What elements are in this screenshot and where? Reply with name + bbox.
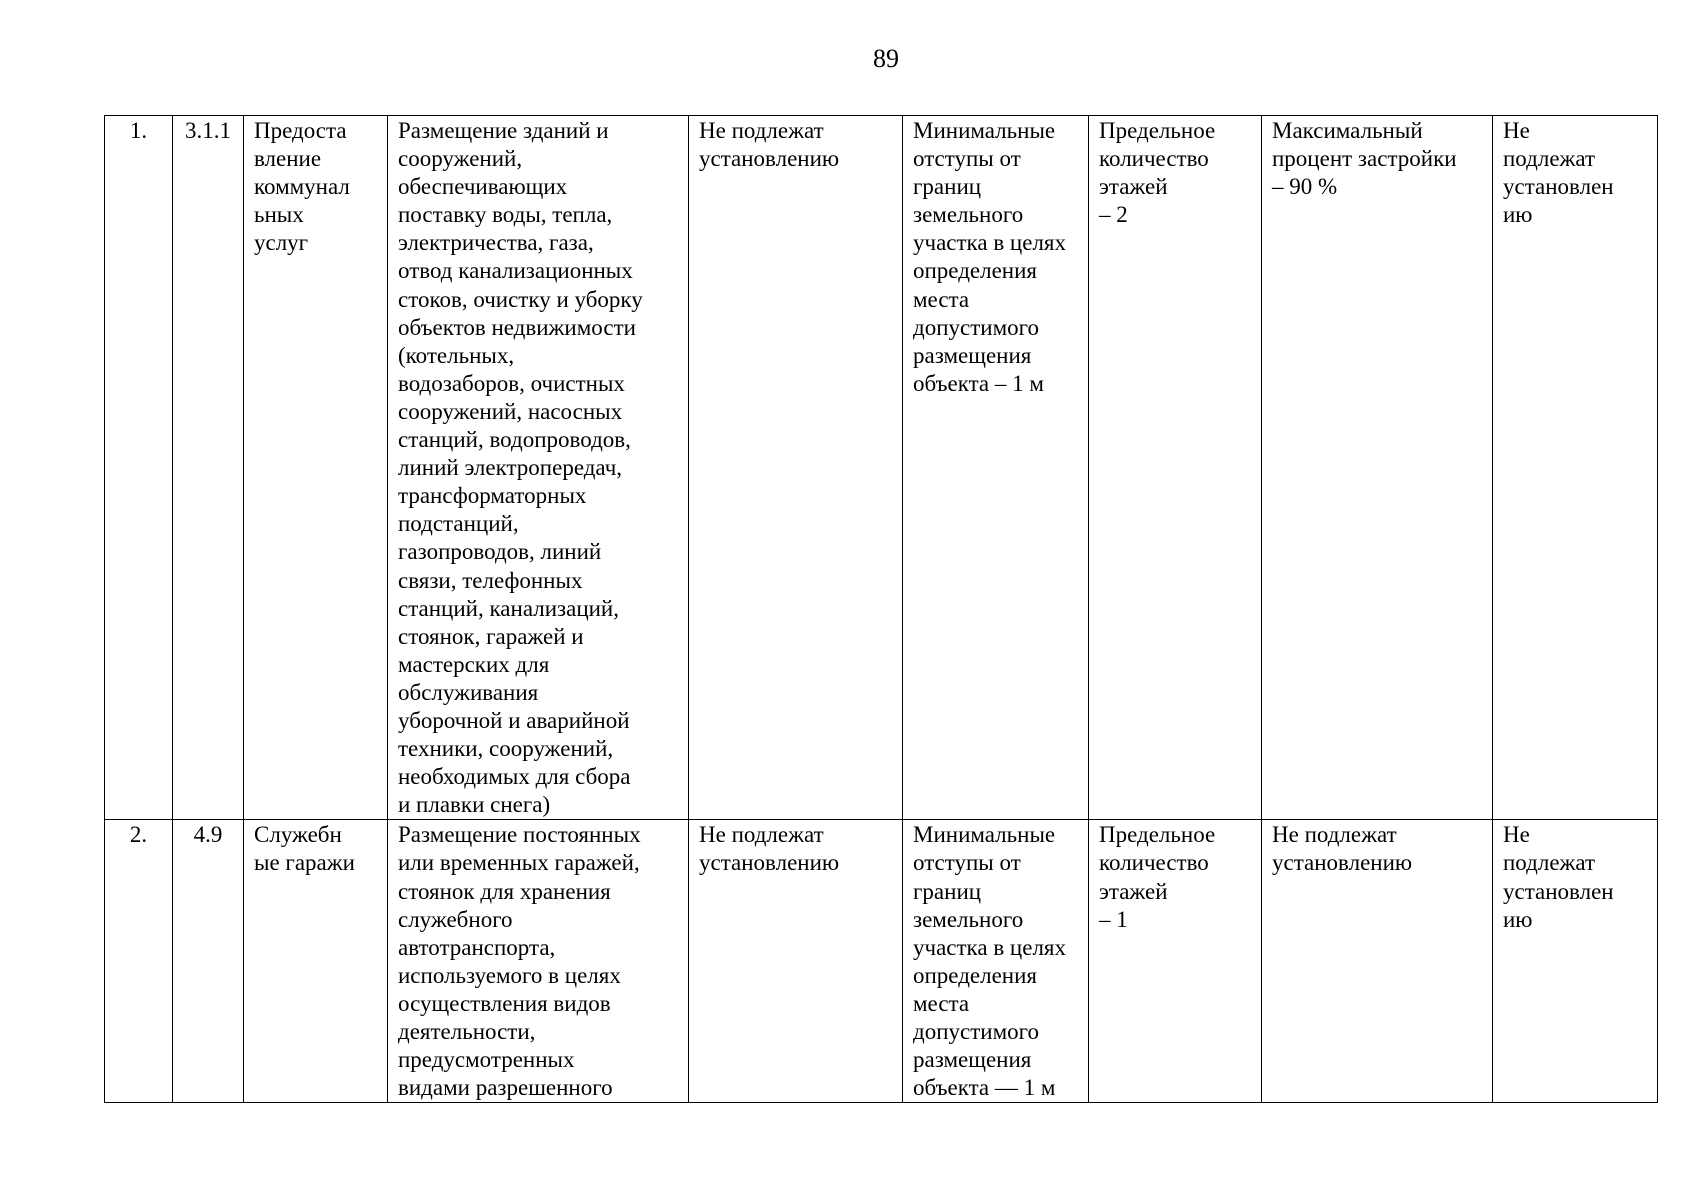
page-number: 89: [873, 44, 899, 73]
plot-size-cell: Не подлежат установлению: [689, 820, 903, 1103]
table-row: [105, 116, 1658, 820]
land-use-code-cell: 4.9: [173, 820, 244, 1103]
building-coverage-cell: Не подлежат установлению: [1262, 820, 1493, 1103]
row-index-cell: 2.: [105, 820, 173, 1103]
setbacks-cell: Минимальные отступы от границ земельного участка в целях определения места допустимого размещения объекта – 1 м: [903, 116, 1089, 820]
setbacks-cell: Минимальные отступы от границ земельного участка в целях определения места допустимого размещения объекта — 1 м: [903, 820, 1089, 1103]
floors-limit-cell: Предельное количество этажей – 1: [1089, 820, 1262, 1103]
table-row: [105, 820, 1658, 1103]
land-use-name-cell: Служебн ые гаражи: [244, 820, 388, 1103]
land-use-description-cell: Размещение постоянных или временных гаражей, стоянок для хранения служебного автотранспорта, используемого в целях осуществления видов деятельности, предусмотренных видами разрешенного: [388, 820, 689, 1103]
restrictions-cell: Не подлежат установлен ию: [1493, 116, 1658, 820]
land-use-description-cell: Размещение зданий и сооружений, обеспечивающих поставку воды, тепла, электричества, газа, отвод канализационных стоков, очистку и уборку объектов недвижимости (котельных, водозаборов, очистных сооружений, насосных станций, водопроводов, линий электропередач, трансформаторных подстанций, газопроводов, линий связи, телефонных станций, канализаций, стоянок, гаражей и мастерских для обслуживания уборочной и аварийной техники, сооружений, необходимых для сбора и плавки снега): [388, 116, 689, 820]
row-index-cell: 1.: [105, 116, 173, 820]
land-use-code-cell: 3.1.1: [173, 116, 244, 820]
zoning-regulations-table: [104, 115, 1658, 1103]
building-coverage-cell: Максимальный процент застройки – 90 %: [1262, 116, 1493, 820]
land-use-name-cell: Предоста вление коммунал ьных услуг: [244, 116, 388, 820]
floors-limit-cell: Предельное количество этажей – 2: [1089, 116, 1262, 820]
plot-size-cell: Не подлежат установлению: [689, 116, 903, 820]
restrictions-cell: Не подлежат установлен ию: [1493, 820, 1658, 1103]
